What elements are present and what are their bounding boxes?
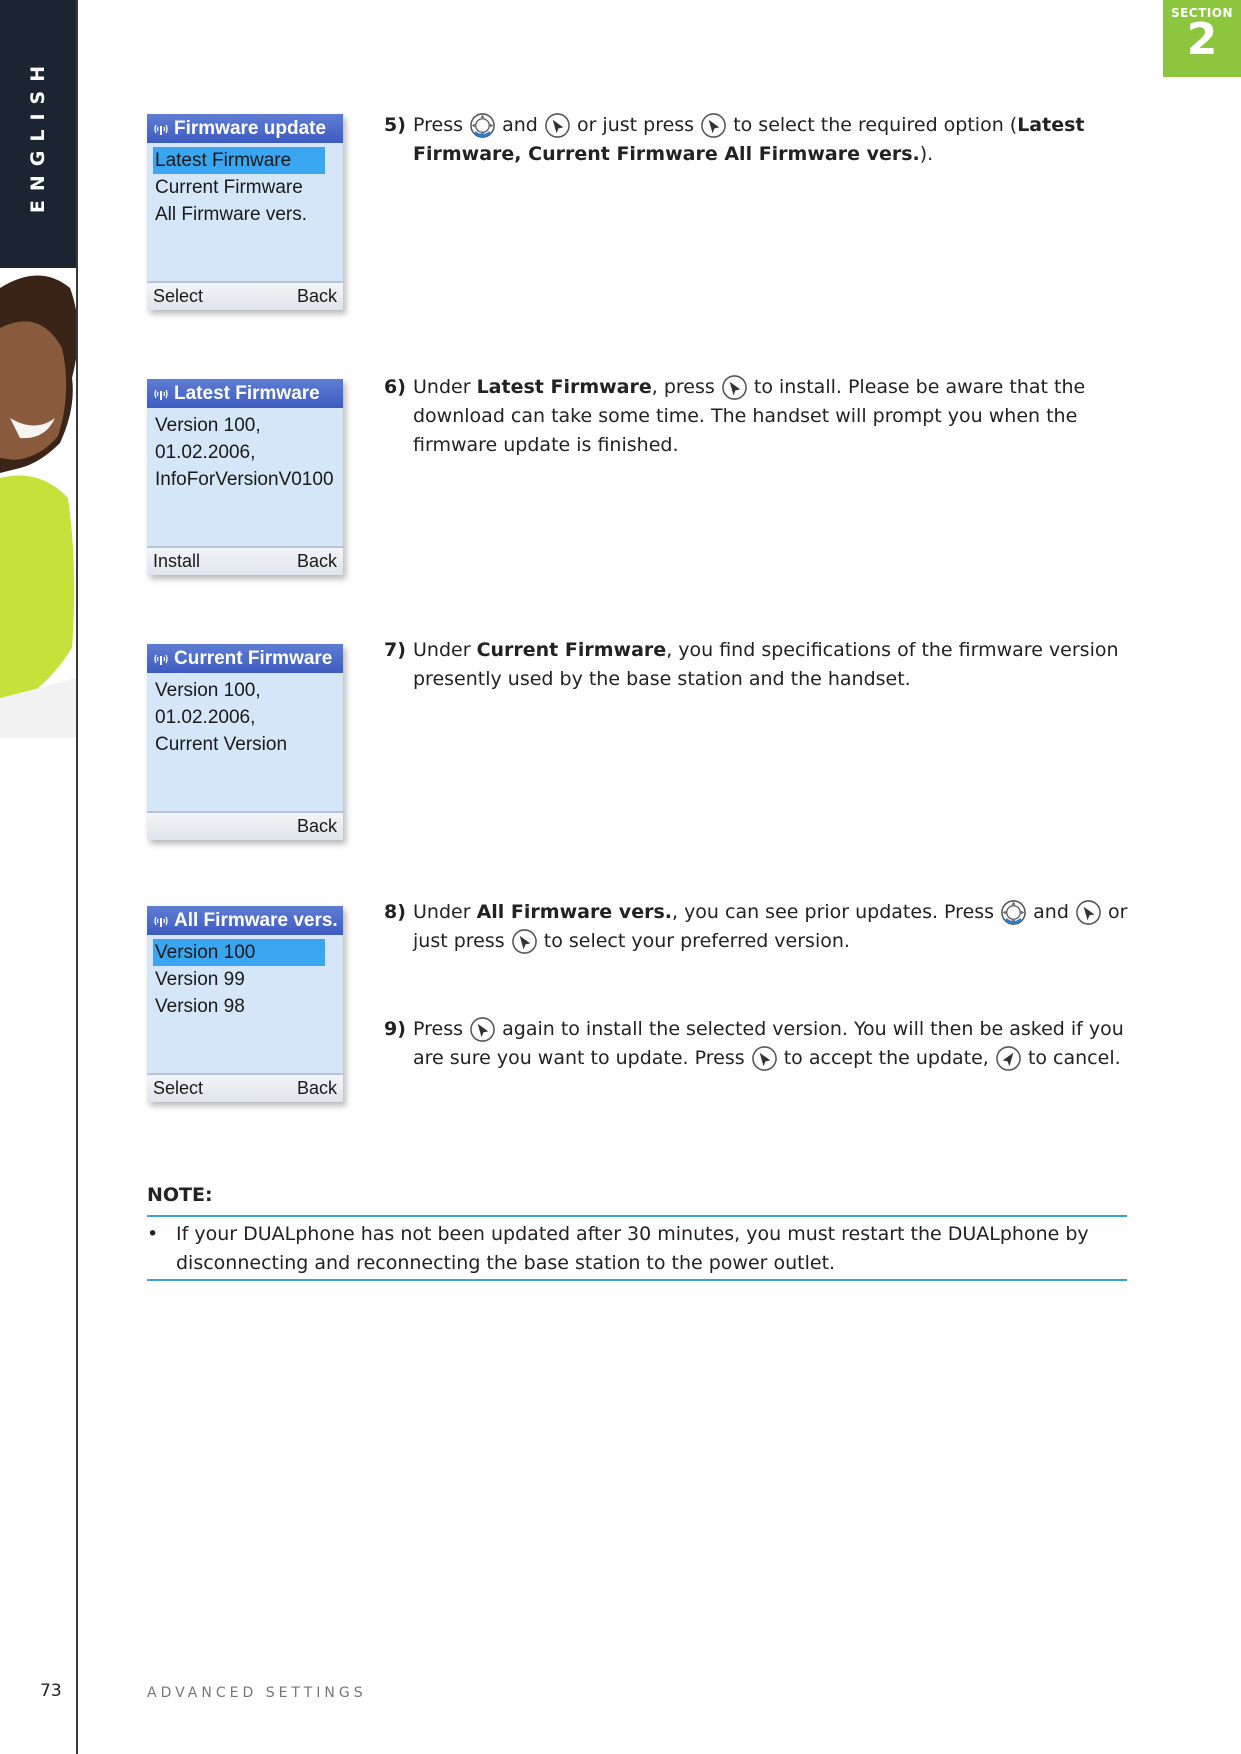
note-text: If your DUALphone has not been updated after 30 minutes, you must restart the DUALphone by disconnecting and reconnecting the base station to the power outlet.: [176, 1223, 1089, 1274]
step-text: , you find specifications of the firmware version presently used by the base station and the handset.: [413, 639, 1119, 690]
navigation-key-icon: [469, 112, 496, 139]
screen-line: 01.02.2006,: [155, 707, 256, 728]
sidebar-photo: [0, 268, 76, 738]
phone-screen-current-firmware: [147, 644, 343, 840]
section-number: 2: [1186, 14, 1218, 65]
softkey-bar: [147, 281, 343, 310]
phone-screen-firmware-update: [147, 114, 343, 310]
step-text: ).: [919, 143, 934, 165]
step-text: , press: [651, 376, 715, 398]
step-text: to select the required option (: [733, 114, 1018, 136]
step-5: [384, 111, 1129, 169]
step-8: [384, 898, 1129, 956]
menu-item-version-100: Version 100: [153, 939, 325, 966]
note-top-divider: [147, 1215, 1127, 1217]
step-text: to accept the update,: [783, 1047, 989, 1069]
signal-icon: [154, 123, 168, 135]
step-7: [384, 636, 1129, 694]
step-number: 8): [384, 901, 406, 923]
step-number: 7): [384, 639, 406, 661]
softkey-left: Select: [153, 1078, 204, 1098]
softkey-left: Install: [153, 551, 201, 571]
signal-icon: [154, 915, 168, 927]
language-tab: [0, 0, 76, 268]
screen-line: Version 100,: [155, 680, 261, 701]
screen-line: 01.02.2006,: [155, 442, 256, 463]
step-bold-text: Latest Firmware: [476, 376, 652, 398]
step-text: Press: [413, 114, 464, 136]
step-bold-text: Latest Firmware, Current Firmware All Firmware vers.: [413, 114, 1085, 165]
screen-line: Current Version: [155, 734, 288, 755]
menu-item-all-firmware: All Firmware vers.: [155, 204, 308, 225]
right-softkey-icon: [511, 928, 538, 955]
right-softkey-icon: [751, 1045, 778, 1072]
softkey-bar: [147, 1073, 343, 1102]
menu-item-version-98: Version 98: [155, 996, 245, 1017]
section-badge: [1163, 0, 1241, 77]
right-softkey-icon: [700, 112, 727, 139]
step-text: , you can see prior updates. Press: [671, 901, 995, 923]
step-text: to install. Please be aware that the download can take some time. The handset will prompt you when the firmware update is finished.: [413, 376, 1086, 456]
softkey-bar: [147, 546, 343, 575]
step-number: 5): [384, 114, 406, 136]
signal-icon: [154, 388, 168, 400]
right-softkey-icon: [544, 112, 571, 139]
page-number: 73: [40, 1681, 62, 1701]
bullet: •: [147, 1223, 159, 1245]
step-text: Under: [413, 639, 471, 661]
screen-titlebar: [147, 906, 343, 935]
softkey-right: Back: [296, 816, 337, 836]
softkey-bar: [147, 811, 343, 840]
step-text: or just press: [413, 901, 1128, 952]
menu-item-version-99: Version 99: [155, 969, 245, 990]
step-text: and: [502, 114, 538, 136]
phone-screen-latest-firmware: [147, 379, 343, 575]
softkey-right: Back: [296, 286, 337, 306]
screen-titlebar: [147, 644, 343, 673]
screen-line: InfoForVersionV0100: [155, 469, 334, 490]
screen-titlebar: [147, 114, 343, 143]
step-text: again to install the selected version. You will then be asked if you are sure you want to update. Press: [413, 1018, 1124, 1069]
note-title: NOTE:: [147, 1184, 213, 1206]
screen-title: All Firmware vers.: [174, 910, 338, 931]
note-item: [147, 1220, 1127, 1278]
step-text: Under: [413, 901, 471, 923]
step-9: [384, 1015, 1129, 1073]
softkey-right: Back: [296, 1078, 337, 1098]
navigation-key-icon: [1000, 899, 1027, 926]
menu-item-current-firmware: Current Firmware: [155, 177, 303, 198]
screen-title: Firmware update: [174, 118, 327, 139]
step-text: to cancel.: [1027, 1047, 1121, 1069]
language-label: ENGLISH: [27, 56, 49, 214]
right-softkey-icon: [721, 374, 748, 401]
screen-title: Current Firmware: [174, 648, 333, 669]
sidebar-divider: [76, 0, 78, 1754]
step-text: to select your preferred version.: [543, 930, 850, 952]
screen-title: Latest Firmware: [174, 383, 320, 404]
step-bold-text: Current Firmware: [476, 639, 667, 661]
step-number: 9): [384, 1018, 406, 1040]
step-text: or just press: [576, 114, 695, 136]
step-6: [384, 373, 1129, 460]
screen-titlebar: [147, 379, 343, 408]
softkey-right: Back: [296, 551, 337, 571]
step-bold-text: All Firmware vers.: [476, 901, 672, 923]
softkey-left: Select: [153, 286, 204, 306]
step-number: 6): [384, 376, 406, 398]
note-bottom-divider: [147, 1279, 1127, 1281]
left-softkey-icon: [995, 1045, 1022, 1072]
step-text: and: [1033, 901, 1069, 923]
step-text: Press: [413, 1018, 464, 1040]
phone-screen-all-firmware: [147, 906, 343, 1102]
right-softkey-icon: [469, 1016, 496, 1043]
footer-section-label: ADVANCED SETTINGS: [147, 1685, 367, 1701]
right-softkey-icon: [1075, 899, 1102, 926]
section-label: SECTION: [1170, 6, 1234, 20]
screen-line: Version 100,: [155, 415, 261, 436]
menu-item-latest-firmware: Latest Firmware: [153, 147, 325, 174]
step-text: Under: [413, 376, 471, 398]
signal-icon: [154, 653, 168, 665]
